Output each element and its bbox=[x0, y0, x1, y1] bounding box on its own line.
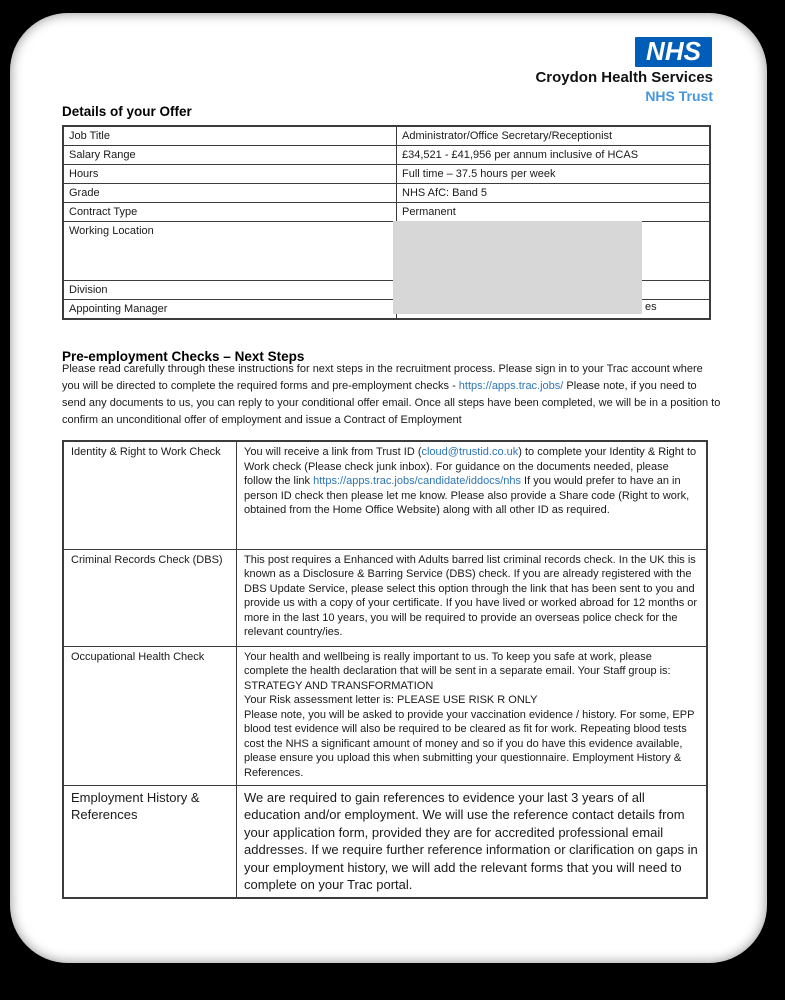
redacted-value-suffix: es bbox=[645, 301, 657, 313]
intro-text: Please note, if you need to send any documents to us, you can reply to your conditional offer email. Once all steps have been completed, we will be in a position to confirm an unconditional offer of employment and issue a Contract of Employment bbox=[62, 380, 721, 426]
offer-row-value: Full time – 37.5 hours per week bbox=[397, 165, 711, 184]
offer-row-value: NHS AfC: Band 5 bbox=[397, 184, 711, 203]
trustid-email-link[interactable]: cloud@trustid.co.uk bbox=[421, 446, 519, 458]
identity-text: You will receive a link from Trust ID ( bbox=[244, 446, 422, 458]
offer-row-label: Contract Type bbox=[63, 203, 397, 222]
offer-row-label: Hours bbox=[63, 165, 397, 184]
check-row-value: This post requires a Enhanced with Adults barred list criminal records check. In the UK this is known as a Disclosure & Barring Service (DBS) check. If you are already registered with the DBS Update Service, please select this option through the link that has been sent to you and provide us with a copy of your certificate. If you have lived or worked abroad for 12 months or more in the last 10 years, you will be required to provide an overseas police check for the relevant country/ies. bbox=[237, 549, 708, 646]
identity-text: If you would prefer to have an in person ID check then please let me know. Please also provide a Share code (Right to work, obtained from the Home Office Website) along with all other ID as required. bbox=[244, 475, 690, 516]
check-row-value: We are required to gain references to evidence your last 3 years of all education and/or employment. We will use the reference contact details from your application form, provided they are for accredited professional email addresses. If we require further reference information or clarification on gaps in your employment history, we will add the relevant forms that you will need to complete on your Trac portal. bbox=[237, 785, 708, 898]
table-row bbox=[63, 646, 707, 785]
pre-employment-checks-table bbox=[62, 440, 708, 899]
offer-row-label: Appointing Manager bbox=[63, 300, 397, 320]
check-row-value bbox=[237, 441, 708, 549]
check-row-label: Employment History & References bbox=[63, 785, 237, 898]
table-row bbox=[63, 549, 707, 646]
offer-row-label: Job Title bbox=[63, 126, 397, 146]
offer-row-value: Permanent bbox=[397, 203, 711, 222]
offer-row-value: £34,521 - £41,956 per annum inclusive of HCAS bbox=[397, 146, 711, 165]
offer-row-label: Grade bbox=[63, 184, 397, 203]
occupational-paragraph: Your Risk assessment letter is: PLEASE USE RISK R ONLY bbox=[244, 694, 538, 706]
checks-intro-paragraph bbox=[62, 361, 722, 429]
offer-row-value: Administrator/Office Secretary/Receptionist bbox=[397, 126, 711, 146]
offer-row-label: Working Location bbox=[63, 222, 397, 281]
nhs-logo: NHS bbox=[635, 37, 712, 67]
checks-section-title: Pre-employment Checks – Next Steps bbox=[62, 349, 305, 364]
check-row-value bbox=[237, 646, 708, 785]
occupational-paragraph: Please note, you will be asked to provide your vaccination evidence / history. For some, EPP blood test evidence will also be required to be cleared as fit for work. Repeating blood tests cost the NHS a significant amount of money and so if you do have this evidence available, please ensure you upload this when submitting your questionnaire. Employment History & References. bbox=[244, 708, 695, 779]
table-row bbox=[63, 146, 710, 165]
identity-text: ) to complete your Identity & Right to Work check (Please check junk inbox). For guidance on the documents needed, please follow the link bbox=[244, 446, 697, 487]
offer-section-title: Details of your Offer bbox=[62, 104, 192, 119]
organisation-name: Croydon Health Services bbox=[535, 69, 713, 86]
table-row bbox=[63, 203, 710, 222]
check-row-label: Occupational Health Check bbox=[63, 646, 237, 785]
iddocs-link[interactable]: https://apps.trac.jobs/candidate/iddocs/nhs bbox=[313, 475, 521, 487]
table-row bbox=[63, 126, 710, 146]
offer-row-label: Division bbox=[63, 281, 397, 300]
offer-row-label: Salary Range bbox=[63, 146, 397, 165]
table-row bbox=[63, 184, 710, 203]
trust-name: NHS Trust bbox=[645, 88, 713, 104]
table-row bbox=[63, 165, 710, 184]
table-row bbox=[63, 785, 707, 898]
intro-text: Please read carefully through these instructions for next steps in the recruitment process. Please sign in to your Trac account where you will be directed to complete the required forms and pre-employment checks - bbox=[62, 363, 703, 392]
trac-link[interactable]: https://apps.trac.jobs/ bbox=[458, 380, 564, 392]
occupational-paragraph: Your health and wellbeing is really important to us. To keep you safe at work, please complete the health declaration that will be sent in a separate email. Your Staff group is: STRATEGY AND TRANSFORMATION bbox=[244, 650, 671, 692]
table-row bbox=[63, 441, 707, 549]
check-row-label: Identity & Right to Work Check bbox=[63, 441, 237, 549]
check-row-label: Criminal Records Check (DBS) bbox=[63, 549, 237, 646]
redaction-block bbox=[393, 221, 642, 314]
